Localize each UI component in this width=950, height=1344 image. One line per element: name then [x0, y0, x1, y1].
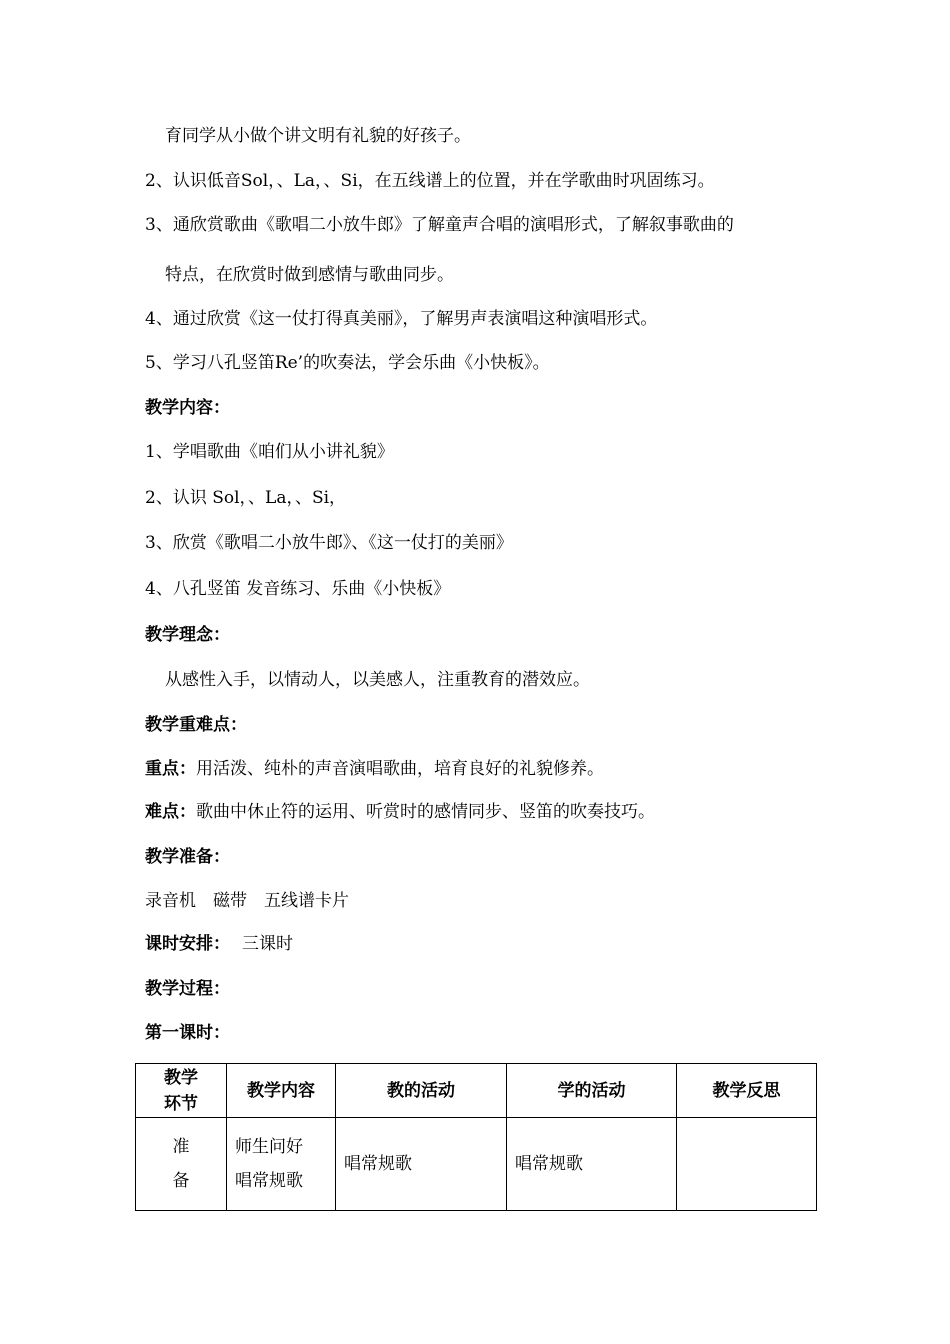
difficulty-heading: 教学重难点：: [145, 715, 247, 735]
content-item-2: 2、认识 Sol，、La，、Si，: [145, 488, 347, 508]
table-header-row: [136, 1064, 817, 1118]
content-heading: 教学内容：: [145, 398, 230, 418]
key-point-label: 重点：: [145, 759, 196, 779]
key-point: [145, 757, 604, 781]
header-stage: [136, 1064, 227, 1118]
content-item-4: 4、八孔竖笛 发音练习、乐曲《小快板》: [145, 579, 451, 599]
cell-reflection: [677, 1118, 817, 1211]
philosophy-text: 从感性入手，以情动人，以美感人，注重教育的潜效应。: [165, 670, 590, 690]
preparation-text: 录音机 磁带 五线谱卡片: [145, 891, 349, 911]
period-heading: 第一课时：: [145, 1023, 230, 1043]
hard-point: [145, 800, 655, 824]
header-student-activity: 学的活动: [507, 1064, 677, 1118]
preparation-heading: 教学准备：: [145, 847, 230, 867]
header-reflection: 教学反思: [677, 1064, 817, 1118]
header-teacher-activity: 教的活动: [336, 1064, 507, 1118]
cell-student-activity: 唱常规歌: [507, 1118, 677, 1211]
objective-item-2: 2、认识低音Sol，、La，、Si，在五线谱上的位置，并在学歌曲时巩固练习。: [145, 171, 715, 191]
objective-item-3b: 特点，在欣赏时做到感情与歌曲同步。: [165, 265, 454, 285]
header-content: 教学内容: [227, 1064, 336, 1118]
hard-point-label: 难点：: [145, 802, 196, 822]
header-stage-line-2: 环节: [164, 1093, 198, 1114]
content-item-3: 3、欣赏《歌唱二小放牛郎》、《这一仗打的美丽》: [145, 533, 513, 553]
hard-point-text: 歌曲中休止符的运用、听赏时的感情同步、竖笛的吹奏技巧。: [196, 802, 655, 822]
lesson-table: [135, 1063, 817, 1211]
philosophy-heading: 教学理念：: [145, 625, 230, 645]
objective-item-4: 4、通过欣赏《这一仗打得真美丽》，了解男声表演唱这种演唱形式。: [145, 309, 658, 329]
key-point-text: 用活泼、纯朴的声音演唱歌曲，培育良好的礼貌修养。: [196, 759, 604, 779]
cell-content-line-2: 唱常规歌: [235, 1171, 303, 1191]
table-row: [136, 1118, 817, 1211]
process-heading: 教学过程：: [145, 979, 230, 999]
cell-stage: [136, 1118, 227, 1211]
schedule: [145, 932, 293, 956]
cell-content: [227, 1118, 336, 1211]
header-stage-line-1: 教学: [164, 1067, 198, 1088]
schedule-label: 课时安排：: [145, 934, 230, 954]
schedule-text: 三课时: [242, 934, 293, 954]
content-item-1: 1、学唱歌曲《咱们从小讲礼貌》: [145, 442, 394, 462]
objective-item-5: 5、学习八孔竖笛Re’的吹奏法，学会乐曲《小快板》。: [145, 353, 550, 373]
objective-line-1-cont: 育同学从小做个讲文明有礼貌的好孩子。: [165, 126, 471, 146]
cell-stage-line-2: 备: [172, 1171, 190, 1191]
cell-stage-line-1: 准: [172, 1137, 190, 1157]
cell-teacher-activity: 唱常规歌: [336, 1118, 507, 1211]
cell-content-line-1: 师生问好: [235, 1137, 303, 1157]
objective-item-3a: 3、通欣赏歌曲《歌唱二小放牛郎》了解童声合唱的演唱形式，了解叙事歌曲的: [145, 215, 734, 235]
